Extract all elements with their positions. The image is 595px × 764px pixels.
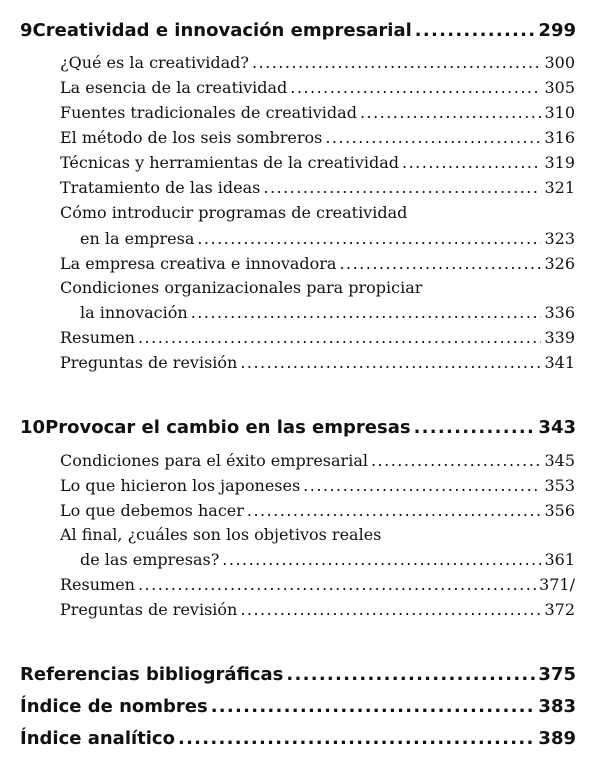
chapter-title: Creatividad e innovación empresarial [32,20,412,41]
toc-entry [60,600,575,619]
entry-title-line2: de las empresas? [80,550,220,569]
entry-title: Resumen [60,328,135,347]
entry-title: Preguntas de revisión [60,600,238,619]
entry-page-number: 353 [544,476,575,495]
back-matter-entry [20,664,576,685]
entry-title: Resumen [60,575,135,594]
entry-title-line1: Cómo introducir programas de creatividad [60,203,408,222]
back-matter-page-number: 383 [538,696,576,717]
entry-title-line1: Condiciones organizacionales para propiciar [60,278,423,297]
toc-entry [60,128,575,147]
toc-entry [60,476,575,495]
entry-page-number: 361 [544,550,575,569]
leader-dots [290,78,541,94]
entry-page-number: 339 [544,328,575,347]
toc-entry [80,550,575,569]
leader-dots [360,103,542,119]
toc-entry [80,303,575,322]
leader-dots [325,128,541,144]
leader-dots [252,53,541,69]
entry-title: Condiciones para el éxito empresarial [60,451,368,470]
toc-entry [80,229,575,248]
entry-page-number: 321 [544,178,575,197]
entry-title-line2: la innovación [80,303,188,322]
leader-dots [240,353,541,369]
back-matter-entry [20,728,576,749]
entry-page-number: 300 [544,53,575,72]
chapter-number: 10 [20,417,46,438]
leader-dots [178,728,535,746]
entry-page-number: 310 [544,103,575,122]
leader-dots [240,600,541,616]
entry-page-number: 316 [544,128,575,147]
leader-dots [222,550,541,566]
entry-page-number: 341 [544,353,575,372]
leader-dots [415,20,536,38]
toc-entry [60,328,575,347]
entry-page-number: 372 [544,600,575,619]
toc-entry [60,575,575,594]
leader-dots [402,153,541,169]
entry-page-number: 345 [544,451,575,470]
leader-dots [263,178,541,194]
chapter-heading [20,20,576,41]
entry-title: Fuentes tradicionales de creatividad [60,103,357,122]
entry-page-number: 336 [544,303,575,322]
leader-dots [197,229,541,245]
chapter-number: 9 [20,20,33,41]
entry-title: Preguntas de revisión [60,353,238,372]
back-matter-title: Índice de nombres [20,696,208,717]
chapter-title: Provocar el cambio en las empresas [45,417,411,438]
entry-title: La esencia de la creatividad [60,78,288,97]
toc-entry [60,53,575,72]
toc-entry [60,153,575,172]
entry-title-line1: Al final, ¿cuáles son los objetivos reales [60,525,382,544]
back-matter-page-number: 375 [538,664,576,685]
entry-title: Lo que debemos hacer [60,501,244,520]
leader-dots [303,476,541,492]
entry-title: Tratamiento de las ideas [60,178,261,197]
leader-dots [339,254,541,270]
chapter-heading [20,417,576,438]
entry-page-number: 323 [544,229,575,248]
toc-entry [60,451,575,470]
leader-dots [371,451,541,467]
entry-page-number: 371/ [539,575,575,594]
leader-dots [247,501,542,517]
leader-dots [211,696,536,714]
entry-page-number: 326 [544,254,575,273]
entry-title: Lo que hicieron los japoneses [60,476,301,495]
leader-dots [414,417,536,435]
chapter-page-number: 343 [538,417,576,438]
toc-entry [60,78,575,97]
toc-entry [60,103,575,122]
toc-entry [60,254,575,273]
back-matter-title: Referencias bibliográficas [20,664,284,685]
toc-entry [60,501,575,520]
back-matter-page-number: 389 [538,728,576,749]
leader-dots [138,328,541,344]
leader-dots [138,575,536,591]
toc-entry [60,353,575,372]
leader-dots [191,303,542,319]
entry-title: ¿Qué es la creatividad? [60,53,249,72]
back-matter-title: Índice analítico [20,728,175,749]
chapter-page-number: 299 [538,20,576,41]
entry-title: El método de los seis sombreros [60,128,323,147]
toc-entry [60,178,575,197]
entry-page-number: 305 [544,78,575,97]
entry-title: La empresa creativa e innovadora [60,254,337,273]
back-matter-entry [20,696,576,717]
entry-title: Técnicas y herramientas de la creatividad [60,153,400,172]
entry-title-line2: en la empresa [80,229,195,248]
leader-dots [286,664,535,682]
entry-page-number: 356 [544,501,575,520]
entry-page-number: 319 [544,153,575,172]
